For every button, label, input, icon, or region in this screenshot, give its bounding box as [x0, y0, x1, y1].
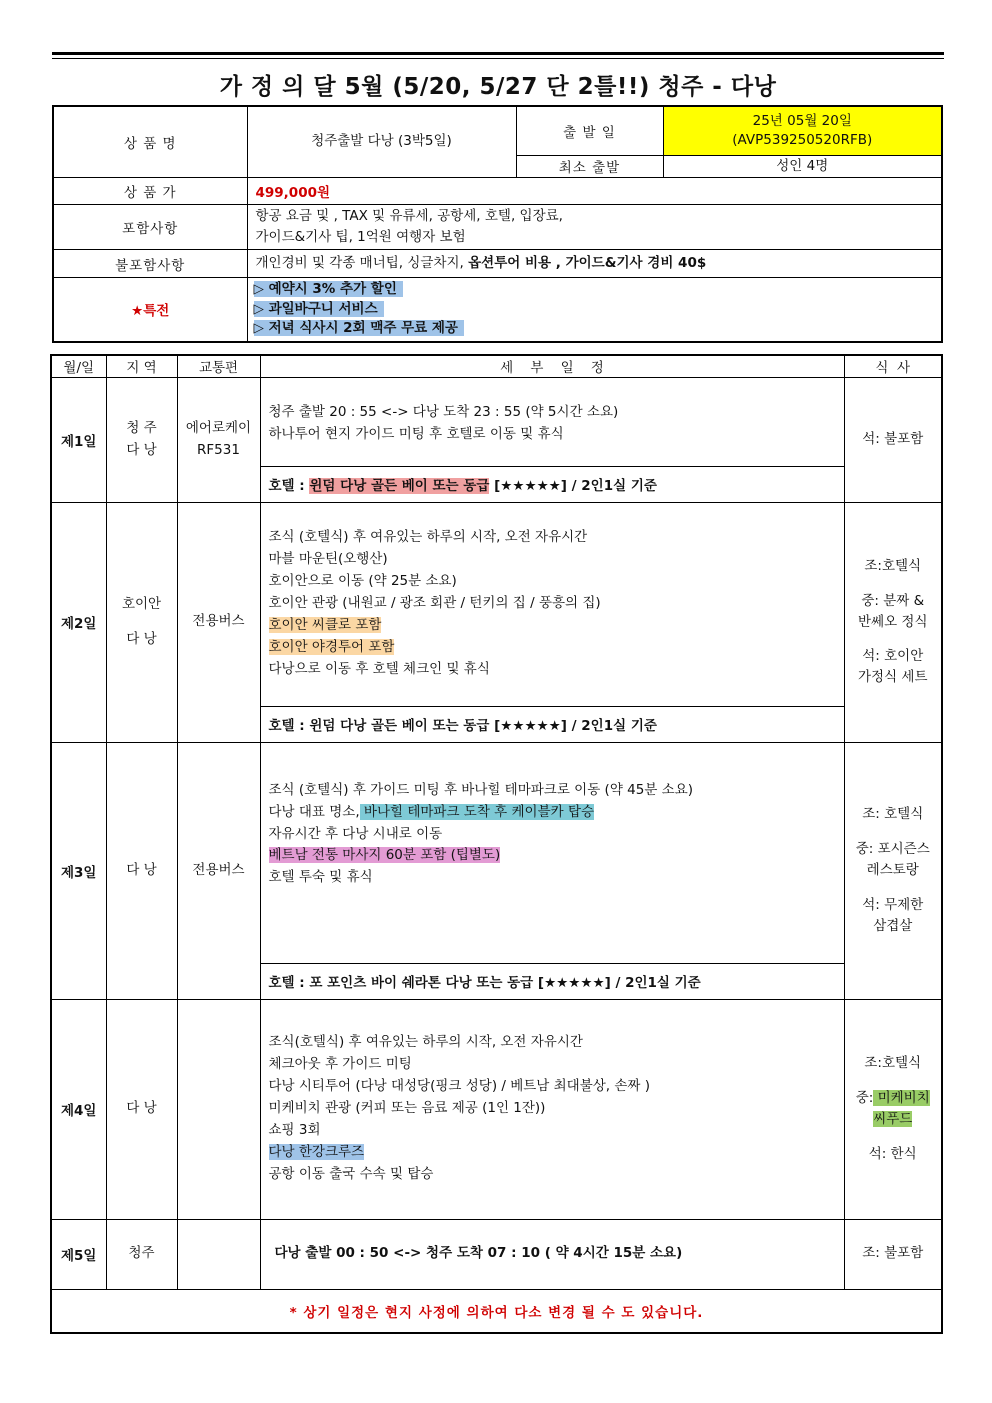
exclude-text	[247, 250, 942, 278]
region-line: 청 주	[126, 419, 157, 436]
exclude-label: 불포함사항	[53, 250, 247, 278]
meal-line: 삼겹살	[873, 917, 913, 934]
day2-region	[106, 502, 177, 742]
price-value: 499,000원	[247, 178, 942, 205]
header-rule-thick	[52, 52, 944, 55]
product-label: 상 품 명	[53, 106, 247, 178]
detail-line: 다낭으로 이동 후 호텔 체크인 및 휴식	[268, 660, 490, 677]
detail-line: 자유시간 후 다낭 시내로 이동	[268, 825, 443, 842]
special-item: ▷ 과일바구니 서비스	[254, 301, 384, 317]
day4-details	[260, 999, 844, 1219]
special-item: ▷ 저녁 식사시 2회 맥주 무료 제공	[254, 320, 464, 336]
detail-line: 호텔 투숙 및 휴식	[268, 869, 373, 886]
day4-label: 제4일	[51, 999, 106, 1219]
day5-region: 청주	[106, 1219, 177, 1289]
day4-transport	[177, 999, 260, 1219]
day2-details	[260, 502, 844, 706]
include-line: 항공 요금 및 , TAX 및 유류세, 공항세, 호텔, 입장료,	[255, 207, 563, 224]
transport-line: RF531	[197, 441, 240, 458]
day5-label: 제5일	[51, 1219, 106, 1289]
day4-meals	[844, 999, 942, 1219]
day1-details	[260, 377, 844, 466]
meal-line: 조: 호텔식	[862, 806, 924, 823]
departure-label: 출 발 일	[516, 106, 663, 155]
hotel-prefix: 호텔 :	[268, 478, 310, 494]
itinerary-table	[50, 354, 943, 1334]
day3-row	[51, 742, 942, 963]
hotel-suffix: [★★★★★] / 2인1실 기준	[489, 478, 657, 494]
detail-line: 호이안으로 이동 (약 25분 소요)	[268, 573, 457, 590]
detail-line: 청주 출발 20 : 55 <-> 다낭 도착 23 : 55 (약 5시간 소요)	[268, 403, 619, 420]
header-region: 지 역	[106, 355, 177, 377]
special-item: ▷ 예약시 3% 추가 할인	[254, 281, 403, 297]
detail-line: 마블 마운틴(오행산)	[268, 551, 388, 568]
day2-row	[51, 502, 942, 706]
departure-date: 25년 05월 20일	[752, 112, 852, 129]
day5-transport	[177, 1219, 260, 1289]
note-row	[51, 1289, 942, 1333]
min-departure-value: 성인 4명	[663, 155, 942, 178]
meal-highlight: 씨푸드	[873, 1111, 913, 1127]
region-line: 다 낭	[126, 631, 157, 647]
header-transport: 교통편	[177, 355, 260, 377]
meal-prefix: 중:	[855, 1090, 874, 1107]
header-date: 월/일	[51, 355, 106, 377]
meal-line: 중: 분짜 &	[861, 592, 925, 609]
exclude-text-bold: 옵션투어 비용 , 가이드&기사 경비 40$	[468, 254, 707, 271]
meal-line: 중: 포시즌스	[855, 841, 930, 858]
include-label: 포함사항	[53, 205, 247, 250]
page-title: 가 정 의 달 5월 (5/20, 5/27 단 2틀!!) 청주 - 다낭	[219, 74, 777, 100]
meal-line: 석: 무제한	[862, 896, 924, 913]
meal-line: 반쎄오 정식	[858, 613, 928, 630]
day5-row	[51, 1219, 942, 1289]
detail-line-highlight: 바나힐 테마파크 도착 후 케이블카 탑승	[359, 803, 595, 820]
price-label: 상 품 가	[53, 178, 247, 205]
detail-line: 공항 이동 출국 수속 및 탑승	[268, 1165, 434, 1182]
day1-transport	[177, 377, 260, 502]
transport-line: 에어로케이	[185, 419, 252, 436]
special-label: ★특전	[53, 278, 247, 342]
product-name: 청주출발 다낭 (3박5일)	[247, 106, 516, 178]
detail-line: 조식(호텔식) 후 여유있는 하루의 시작, 오전 자유시간	[268, 1034, 583, 1051]
detail-line: 하나투어 현지 가이드 미팅 후 호텔로 이동 및 휴식	[268, 425, 564, 442]
schedule-note: * 상기 일정은 현지 사정에 의하여 다소 변경 될 수 도 있습니다.	[51, 1289, 942, 1333]
header-meals: 식 사	[844, 355, 942, 377]
day1-row	[51, 377, 942, 466]
detail-line: 조식 (호텔식) 후 가이드 미팅 후 바나힐 테마파크로 이동 (약 45분 소요)	[268, 781, 694, 798]
meal-highlight: 미케비치	[873, 1090, 930, 1107]
day1-hotel	[260, 466, 844, 502]
meal-line: 석: 한식	[868, 1145, 917, 1162]
day3-label: 제3일	[51, 742, 106, 999]
detail-line-highlight: 호이안 야경투어 포함	[268, 638, 395, 655]
meal-line: 레스토랑	[866, 862, 919, 879]
special-list	[247, 278, 942, 342]
day3-transport: 전용버스	[177, 742, 260, 999]
departure-date-cell	[663, 106, 942, 155]
detail-line: 조식 (호텔식) 후 여유있는 하루의 시작, 오전 자유시간	[268, 529, 588, 546]
hotel-name: 윈덤 다낭 골든 베이 또는 동급	[309, 478, 490, 494]
detail-line: 체크아웃 후 가이드 미팅	[268, 1056, 412, 1073]
detail-line: 다낭 시티투어 (다낭 대성당(핑크 성당) / 베트남 최대불상, 손짜 )	[268, 1078, 651, 1095]
day3-meals	[844, 742, 942, 999]
itinerary-header-row	[51, 355, 942, 377]
detail-line-highlight: 다낭 한강크루즈	[268, 1143, 365, 1160]
detail-line: 호이안 관광 (내원교 / 광조 회관 / 턴키의 집 / 풍흥의 집)	[268, 595, 601, 612]
detail-line-highlight: 호이안 씨클로 포함	[268, 616, 382, 633]
product-info-table	[52, 105, 943, 343]
day3-hotel: 호텔 : 포 포인츠 바이 쉐라톤 다낭 또는 동급 [★★★★★] / 2인1실 기준	[260, 963, 844, 999]
meal-line: 조:호텔식	[864, 1055, 922, 1072]
day3-details	[260, 742, 844, 963]
day1-meals: 석: 불포함	[844, 377, 942, 502]
detail-line-prefix: 다낭 대표 명소,	[268, 803, 360, 820]
meal-line: 조:호텔식	[864, 557, 922, 574]
meal-line: 석: 호이안	[862, 648, 924, 665]
day3-region: 다 낭	[106, 742, 177, 999]
day4-region: 다 낭	[106, 999, 177, 1219]
day2-transport: 전용버스	[177, 502, 260, 742]
region-line: 호이안	[121, 595, 162, 612]
day2-label: 제2일	[51, 502, 106, 742]
include-line: 가이드&기사 팁, 1억원 여행자 보험	[255, 229, 466, 246]
day5-meals: 조: 불포함	[844, 1219, 942, 1289]
header-details: 세 부 일 정	[260, 355, 844, 377]
day2-hotel: 호텔 : 윈덤 다낭 골든 베이 또는 동급 [★★★★★] / 2인1실 기준	[260, 706, 844, 742]
exclude-text-plain: 개인경비 및 각종 매너팁, 싱글차지,	[255, 254, 464, 271]
region-line: 다 낭	[126, 441, 157, 458]
day1-label: 제1일	[51, 377, 106, 502]
detail-line: 미케비치 관광 (커피 또는 음료 제공 (1인 1잔))	[268, 1100, 546, 1117]
day4-row	[51, 999, 942, 1219]
day2-meals	[844, 502, 942, 742]
departure-code: (AVP539250520RFB)	[732, 131, 873, 148]
day1-region	[106, 377, 177, 502]
meal-line: 가정식 세트	[858, 669, 928, 686]
day5-details: 다낭 출발 00 : 50 <-> 청주 도착 07 : 10 ( 약 4시간 15분 소요)	[260, 1219, 844, 1289]
min-departure-label: 최소 출발	[516, 155, 663, 178]
detail-line: 쇼핑 3회	[268, 1121, 321, 1138]
detail-line-highlight: 베트남 전통 마사지 60분 포함 (팁별도)	[268, 847, 501, 864]
header-rule-thin	[52, 58, 944, 59]
include-text	[247, 205, 942, 250]
